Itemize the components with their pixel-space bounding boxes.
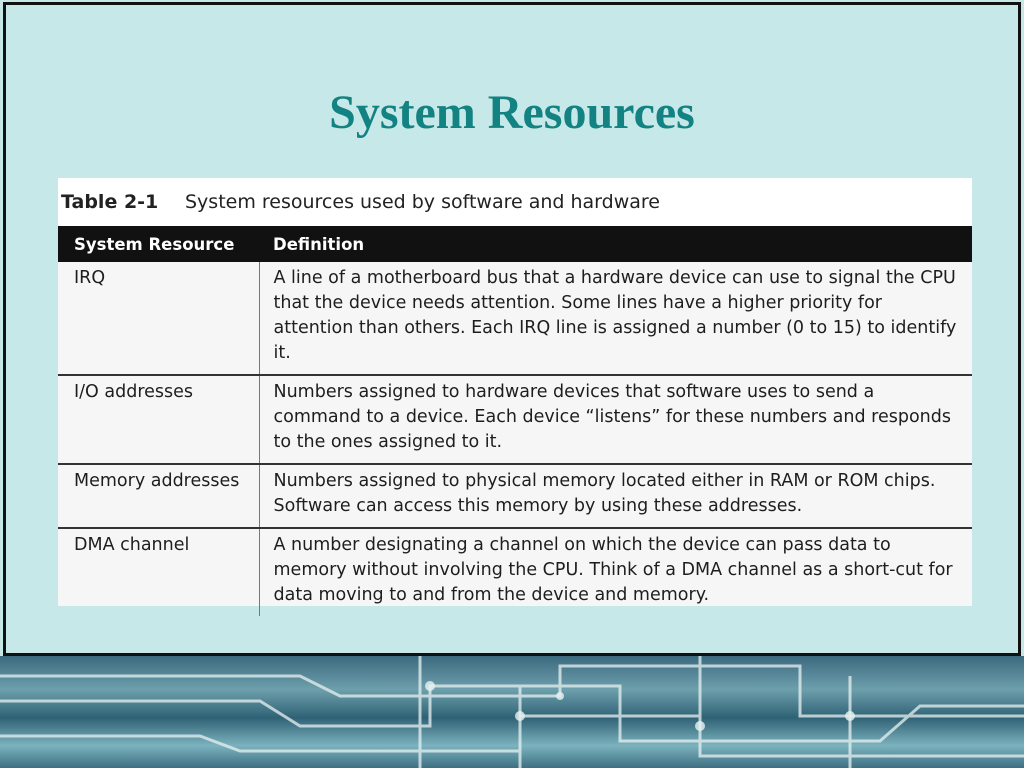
resource-table-image [58,178,972,606]
circuit-pattern-graphic [0,656,1024,768]
table-header-row [58,226,972,262]
circuit-board-banner [0,656,1024,768]
table-row [58,262,972,375]
resource-cell: Memory addresses [58,464,259,528]
definition-cell: Numbers assigned to physical memory located either in RAM or ROM chips. Software can access this memory by using these addresses. [259,464,972,528]
header-definition: Definition [259,226,972,262]
definition-cell: Numbers assigned to hardware devices that software uses to send a command to a device. Each device “listens” for these numbers and responds to the ones assigned to it. [259,375,972,464]
slide-title: System Resources [329,86,695,139]
slide-frame [3,2,1021,656]
table-row [58,464,972,528]
resource-cell: DMA channel [58,528,259,616]
table-row [58,528,972,616]
table-caption-text: System resources used by software and hardware [185,191,660,213]
table-caption [58,178,972,226]
table-row [58,375,972,464]
resource-cell: IRQ [58,262,259,375]
resource-cell: I/O addresses [58,375,259,464]
header-system-resource: System Resource [58,226,259,262]
table-caption-number: Table 2-1 [61,191,159,213]
definition-cell: A number designating a channel on which the device can pass data to memory without involving the CPU. Think of a DMA channel as a short-cut for data moving to and from the device and memory. [259,528,972,616]
definition-cell: A line of a motherboard bus that a hardware device can use to signal the CPU that the device needs attention. Some lines have a higher priority for attention than others. Each IRQ line is assigned a number (0 to 15) to identify it. [273,268,957,363]
resources-table [58,226,972,616]
